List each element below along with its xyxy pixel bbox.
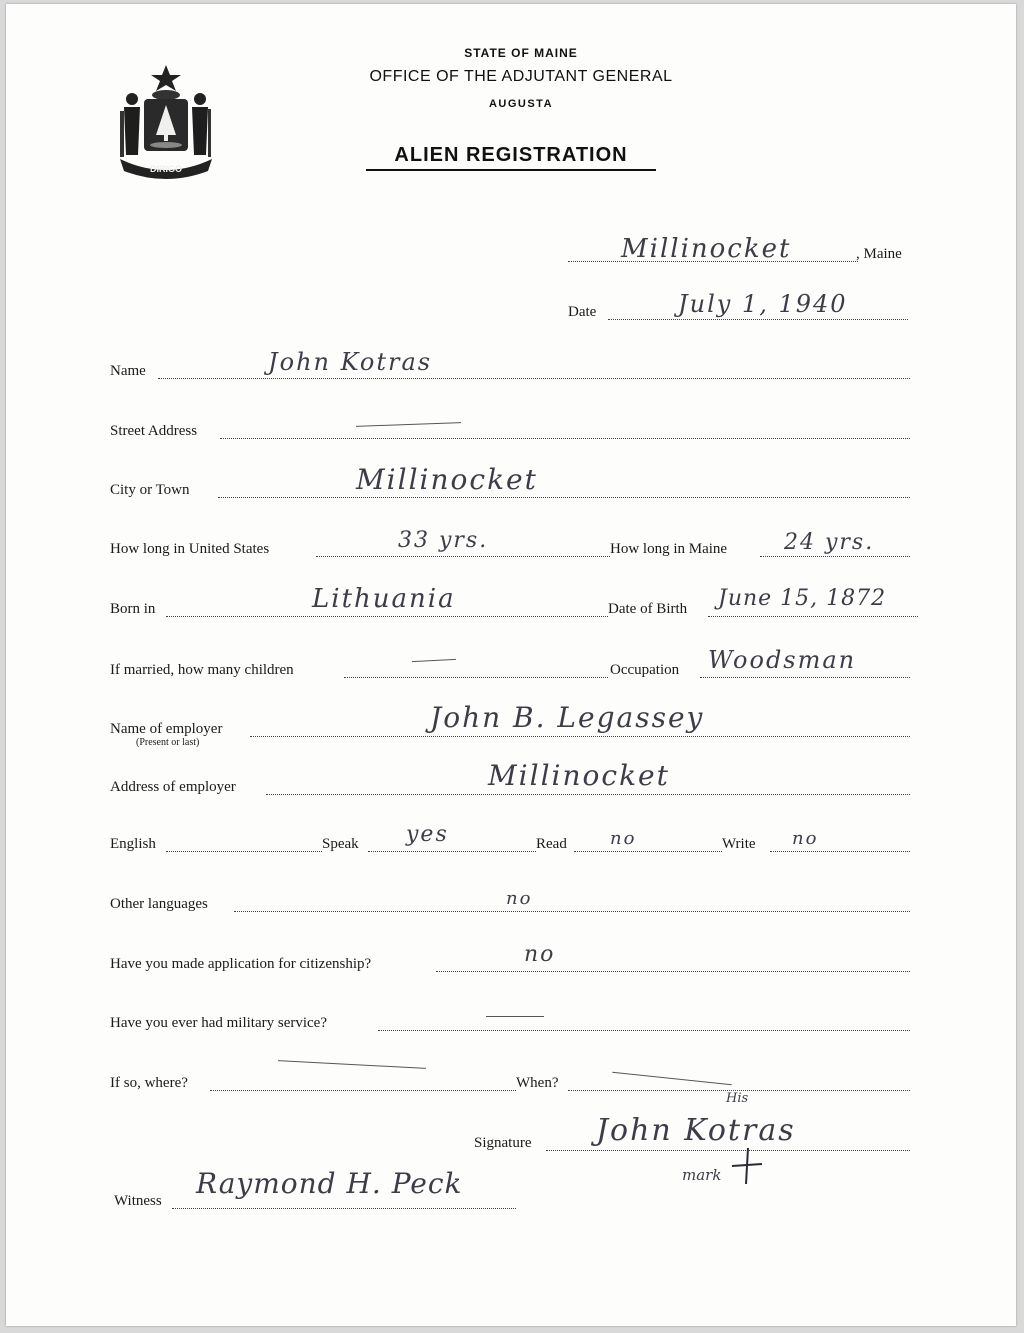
born-line [166,616,608,617]
us-time-value[interactable]: 33 yrs. [398,528,489,553]
children-label: If married, how many children [110,662,294,678]
signature-mark-x-icon [728,1146,764,1186]
other-lang-label: Other languages [110,896,208,912]
maine-time-label: How long in Maine [610,541,728,557]
speak-label: Speak [322,836,359,852]
military-line [378,1030,910,1031]
children-line [344,677,608,678]
name-label: Name [110,363,146,379]
when-label: When? [516,1075,559,1091]
other-lang-line [234,911,910,912]
signature-his-note: His [726,1091,749,1106]
read-line [574,851,722,852]
witness-value[interactable]: Raymond H. Peck [196,1167,463,1200]
where-label: If so, where? [110,1075,188,1091]
header-city: AUGUSTA [488,98,554,110]
form-title: ALIEN REGISTRATION [366,144,656,171]
place-value[interactable]: Millinocket [621,234,792,264]
born-value[interactable]: Lithuania [312,584,456,614]
employer-sub-label: (Present or last) [136,737,200,748]
city-line [218,497,910,498]
signature-value[interactable]: John Kotras [596,1113,796,1148]
military-dash [486,1016,544,1017]
speak-value[interactable]: yes [406,822,449,847]
street-label: Street Address [110,423,198,439]
where-line [210,1090,516,1091]
citizenship-label: Have you made application for citizenship? [110,956,372,972]
dob-value[interactable]: June 15, 1872 [718,586,887,611]
read-value[interactable]: no [610,828,637,849]
city-value[interactable]: Millinocket [356,463,538,496]
header-office: OFFICE OF THE ADJUTANT GENERAL [369,68,673,85]
date-value[interactable]: July 1, 1940 [678,290,848,318]
occupation-line [700,677,910,678]
speak-line [368,851,536,852]
employer-addr-label: Address of employer [110,779,236,795]
other-lang-value[interactable]: no [506,888,533,909]
us-time-label: How long in United States [110,541,270,557]
employer-line [250,736,910,737]
dob-line [708,616,918,617]
occupation-value[interactable]: Woodsman [708,646,857,674]
employer-value[interactable]: John B. Legassey [430,701,705,734]
registration-form [6,4,1016,1326]
name-value[interactable]: John Kotras [268,348,433,376]
military-label: Have you ever had military service? [110,1015,327,1031]
when-dash [612,1072,731,1086]
write-label: Write [722,836,756,852]
where-dash [278,1060,426,1069]
maine-label: , Maine [856,246,902,262]
signature-label: Signature [474,1135,532,1151]
employer-addr-line [266,794,910,795]
date-line [608,319,908,320]
english-line [166,851,322,852]
citizenship-line [436,971,910,972]
employer-addr-value[interactable]: Millinocket [488,759,670,792]
date-label: Date [568,304,597,320]
name-line [158,378,910,379]
born-label: Born in [110,601,156,617]
street-dash [356,422,461,427]
witness-label: Witness [114,1193,162,1209]
header-state: STATE OF MAINE [464,46,578,60]
occupation-label: Occupation [610,662,680,678]
english-label: English [110,836,156,852]
witness-line [172,1208,516,1209]
citizenship-value[interactable]: no [524,942,556,967]
write-value[interactable]: no [792,828,819,849]
signature-mark-note: mark [682,1166,722,1184]
employer-label: Name of employer [110,721,223,737]
children-dash [412,659,456,662]
street-line [220,438,910,439]
us-time-line [316,556,610,557]
svg-text:DIRIGO: DIRIGO [149,164,183,174]
maine-time-value[interactable]: 24 yrs. [784,530,875,555]
read-label: Read [536,836,567,852]
maine-time-line [760,556,910,557]
city-label: City or Town [110,482,190,498]
write-line [770,851,910,852]
dob-label: Date of Birth [608,601,688,617]
